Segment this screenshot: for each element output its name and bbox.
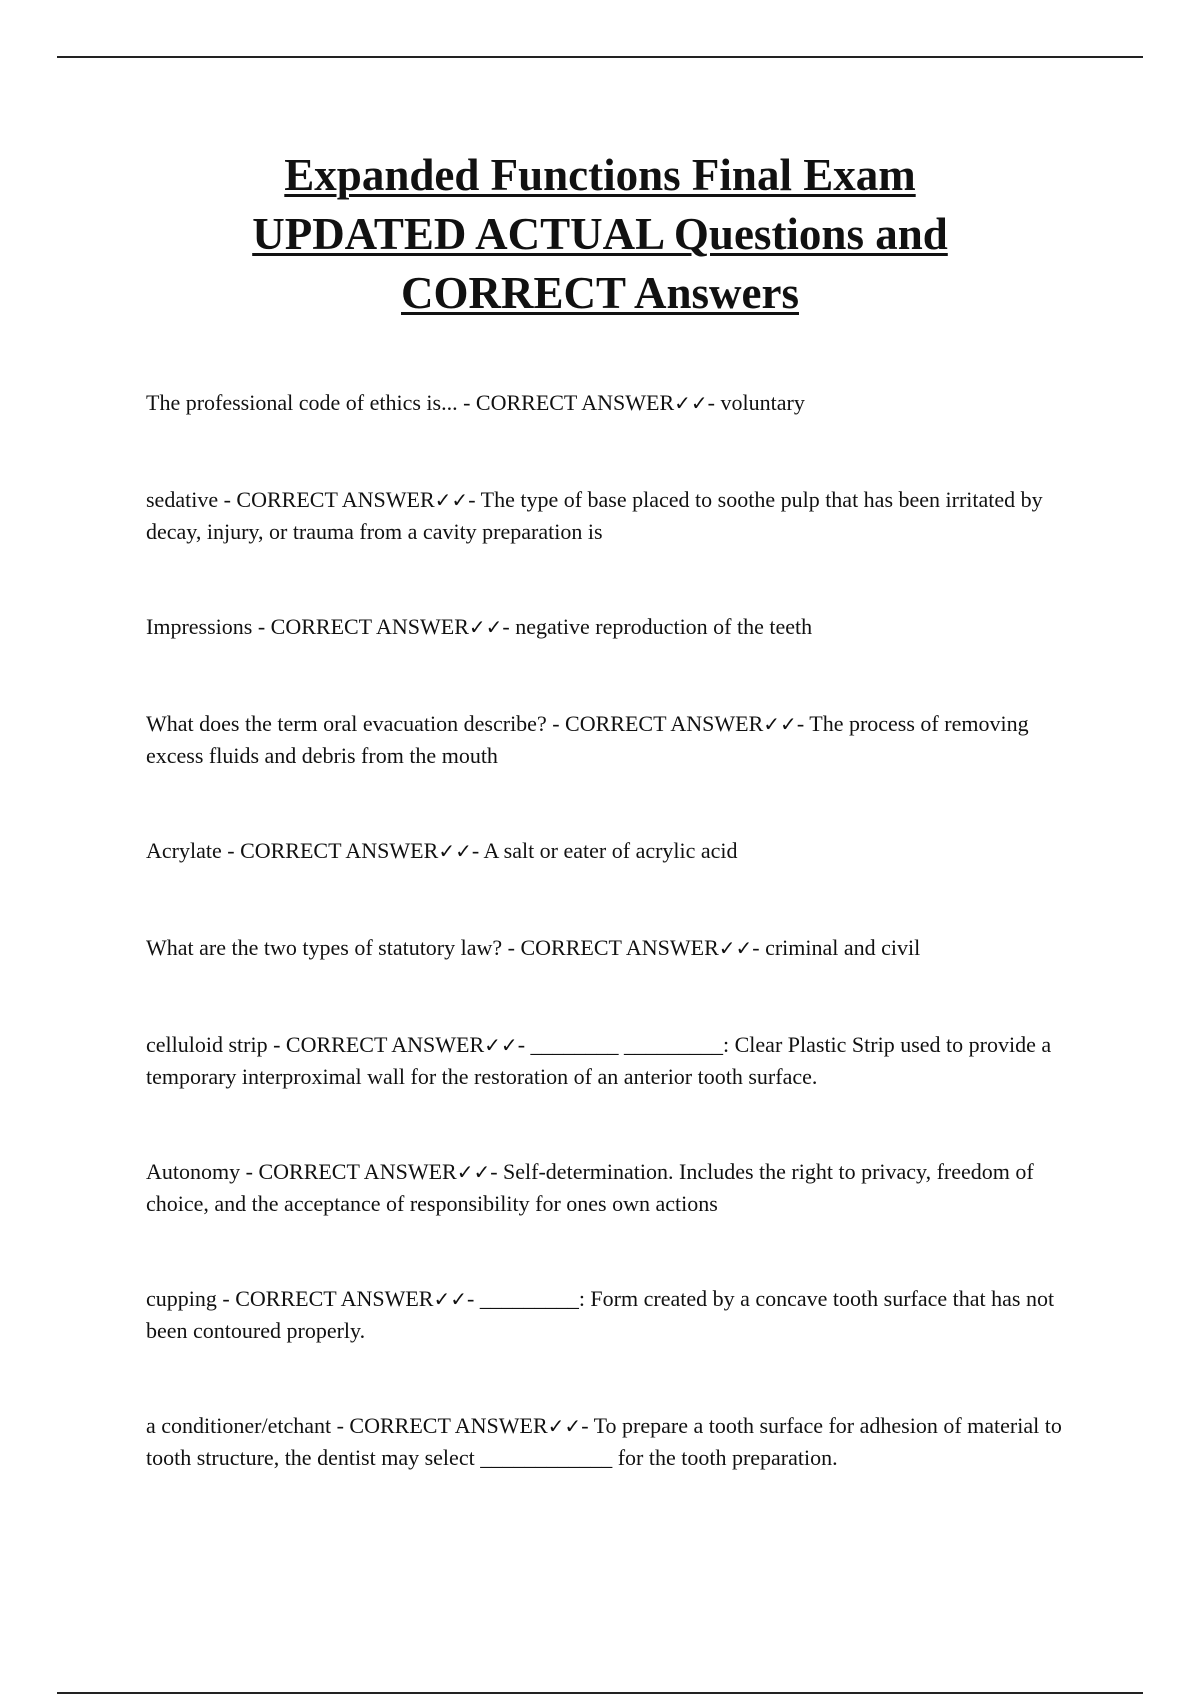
qa-item: Acrylate - CORRECT ANSWER✓✓- A salt or eater of acrylic acid — [146, 838, 738, 863]
question-text: a conditioner/etchant — [146, 1413, 332, 1438]
qa-item: sedative - CORRECT ANSWER✓✓- The type of base placed to soothe pulp that has been irritated by decay, injury, or trauma from a cavity preparation is — [146, 487, 1043, 544]
qa-item: cupping - CORRECT ANSWER✓✓- _________: Form created by a concave tooth surface that has not been contoured properly. — [146, 1286, 1055, 1343]
check-marks: ✓✓ — [434, 488, 469, 512]
answer-marker: CORRECT ANSWER — [349, 1413, 548, 1438]
answer-marker: CORRECT ANSWER — [236, 487, 435, 512]
qa-item: a conditioner/etchant - CORRECT ANSWER✓✓- To prepare a tooth surface for adhesion of material to tooth structure, the dentist may select ____________ for the tooth preparation. — [146, 1413, 1062, 1470]
answer-text: The type of base placed to soothe pulp that has been irritated by decay, injury, or trauma from a cavity preparation is — [146, 487, 1043, 544]
answer-text: The process of removing excess fluids and debris from the mouth — [146, 711, 1029, 768]
question-text: cupping — [146, 1286, 217, 1311]
answer-marker: CORRECT ANSWER — [240, 838, 439, 863]
check-marks: ✓✓ — [468, 615, 503, 639]
qa-item: What are the two types of statutory law? - CORRECT ANSWER✓✓- criminal and civil — [146, 935, 921, 960]
title-line: Expanded Functions Final Exam — [284, 150, 916, 200]
answer-marker: CORRECT ANSWER — [475, 390, 675, 415]
check-marks: ✓✓ — [433, 1287, 467, 1311]
question-text: Autonomy — [146, 1159, 241, 1184]
answer-text: A salt or eater of acrylic acid — [483, 838, 738, 863]
answer-marker: CORRECT ANSWER — [565, 711, 764, 736]
question-text: What are the two types of statutory law? — [146, 935, 503, 960]
top-rule — [57, 56, 1143, 58]
answer-text: _________: Form created by a concave tooth surface that has not been contoured properly. — [146, 1286, 1055, 1343]
question-text: sedative — [146, 487, 219, 512]
answer-text: To prepare a tooth surface for adhesion of material to tooth structure, the dentist may select ____________ for the tooth preparation. — [146, 1413, 1062, 1470]
answer-text: voluntary — [720, 390, 805, 415]
document-title — [150, 146, 1050, 323]
qa-item: celluloid strip - CORRECT ANSWER✓✓- ________ _________: Clear Plastic Strip used to provide a temporary interproximal wall for the restoration of an anterior tooth surface. — [146, 1032, 1052, 1089]
qa-item: What does the term oral evacuation describe? - CORRECT ANSWER✓✓- The process of removing excess fluids and debris from the mouth — [146, 711, 1029, 768]
qa-item: The professional code of ethics is... - CORRECT ANSWER✓✓- voluntary — [146, 390, 805, 415]
answer-marker: CORRECT ANSWER — [235, 1286, 434, 1311]
check-marks: ✓✓ — [438, 839, 472, 863]
title-line: UPDATED ACTUAL Questions and — [252, 209, 948, 259]
answer-text: Self-determination. Includes the right to privacy, freedom of choice, and the acceptance of responsibility for ones own actions — [146, 1159, 1034, 1216]
answer-text: criminal and civil — [765, 935, 921, 960]
check-marks: ✓✓ — [674, 391, 708, 415]
question-text: celluloid strip — [146, 1032, 268, 1057]
check-marks: ✓✓ — [547, 1414, 582, 1438]
qa-item: Impressions - CORRECT ANSWER✓✓- negative reproduction of the teeth — [146, 614, 813, 639]
answer-text: ________ _________: Clear Plastic Strip used to provide a temporary interproximal wall for the restoration of an anterior tooth surface. — [146, 1032, 1052, 1089]
check-marks: ✓✓ — [484, 1033, 518, 1057]
bottom-rule — [57, 1692, 1143, 1694]
question-text: Acrylate — [146, 838, 222, 863]
answer-marker: CORRECT ANSWER — [258, 1159, 457, 1184]
qa-item: Autonomy - CORRECT ANSWER✓✓- Self-determination. Includes the right to privacy, freedom of choice, and the acceptance of responsibility for ones own actions — [146, 1159, 1034, 1216]
title-line: CORRECT Answers — [401, 268, 799, 318]
check-marks: ✓✓ — [456, 1160, 491, 1184]
check-marks: ✓✓ — [763, 712, 797, 736]
question-text: Impressions — [146, 614, 253, 639]
answer-marker: CORRECT ANSWER — [520, 935, 719, 960]
check-marks: ✓✓ — [718, 936, 753, 960]
answer-text: negative reproduction of the teeth — [515, 614, 813, 639]
question-text: What does the term oral evacuation describe? — [146, 711, 547, 736]
answer-marker: CORRECT ANSWER — [270, 614, 469, 639]
question-text: The professional code of ethics is... — [146, 390, 458, 415]
answer-marker: CORRECT ANSWER — [285, 1032, 485, 1057]
